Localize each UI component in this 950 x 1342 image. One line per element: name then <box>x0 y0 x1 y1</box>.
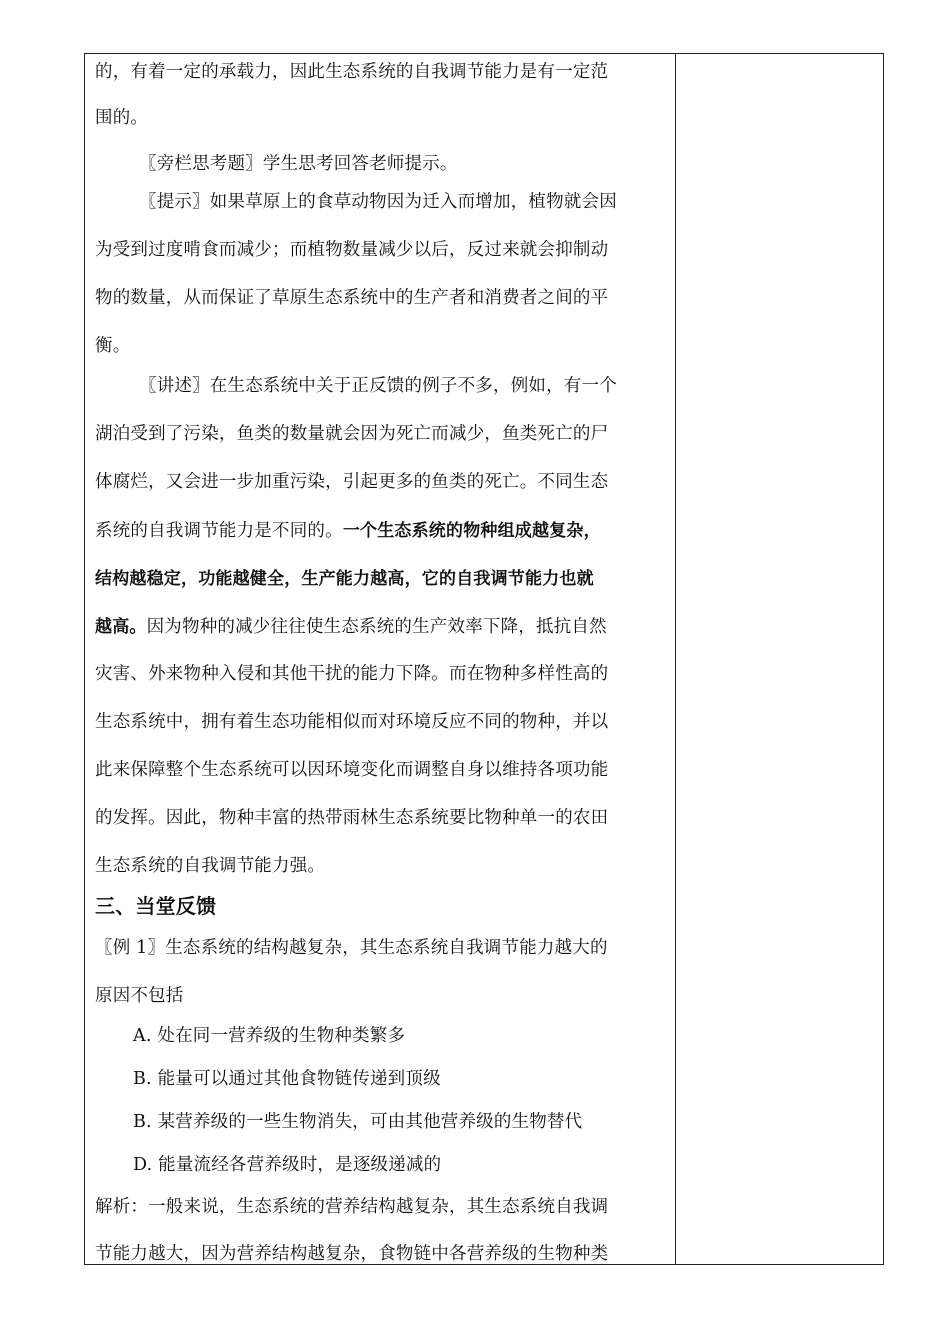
text-line: 生态系统中，拥有着生态功能相似而对环境反应不同的物种，并以 <box>95 712 609 732</box>
text-line: 体腐烂，又会进一步加重污染，引起更多的鱼类的死亡。不同生态 <box>95 472 609 492</box>
text-line <box>95 516 601 542</box>
bold-key-point: 越高。 <box>95 617 147 637</box>
text-line: 湖泊受到了污染，鱼类的数量就会因为死亡而减少，鱼类死亡的尸 <box>95 424 609 444</box>
bold-key-point: 结构越稳定，功能越健全，生产能力越高，它的自我调节能力也就 <box>95 569 594 589</box>
text-segment: 系统的自我调节能力是不同的。 <box>95 521 343 541</box>
option-a: A. 处在同一营养级的生物种类繁多 <box>133 1026 406 1046</box>
text-line: 此来保障整个生态系统可以因环境变化而调整自身以维持各项功能 <box>95 760 609 780</box>
text-line: 的，有着一定的承载力，因此生态系统的自我调节能力是有一定范 <box>95 62 609 82</box>
text-line: 围的。 <box>95 108 149 128</box>
option-c: B. 某营养级的一些生物消失，可由其他营养级的生物替代 <box>133 1112 583 1132</box>
lecture-paragraph-start: 〖讲述〗在生态系统中关于正反馈的例子不多，例如，有一个 <box>139 376 617 396</box>
text-line: 灾害、外来物种入侵和其他干扰的能力下降。而在物种多样性高的 <box>95 664 609 684</box>
text-line: 物的数量，从而保证了草原生态系统中的生产者和消费者之间的平 <box>95 288 609 308</box>
hint-paragraph-start: 〖提示〗如果草原上的食草动物因为迁入而增加，植物就会因 <box>139 192 617 212</box>
example-question: 〖例 1〗生态系统的结构越复杂，其生态系统自我调节能力越大的 <box>95 938 608 958</box>
analysis-text: 解析：一般来说，生态系统的营养结构越复杂，其生态系统自我调 <box>95 1197 609 1217</box>
bold-key-point: 一个生态系统的物种组成越复杂， <box>342 521 601 541</box>
column-divider <box>675 54 676 1264</box>
analysis-text: 节能力越大，因为营养结构越复杂，食物链中各营养级的生物种类 <box>95 1244 609 1264</box>
section-heading: 三、当堂反馈 <box>95 894 217 918</box>
text-line: 为受到过度啃食而减少；而植物数量减少以后，反过来就会抑制动 <box>95 240 609 260</box>
content-cell <box>85 54 675 1264</box>
text-line: 的发挥。因此，物种丰富的热带雨林生态系统要比物种单一的农田 <box>95 808 609 828</box>
option-b: B. 能量可以通过其他食物链传递到顶级 <box>133 1069 441 1089</box>
lesson-table <box>84 53 884 1265</box>
text-line: 衡。 <box>95 336 131 356</box>
text-line <box>95 612 607 638</box>
option-d: D. 能量流经各营养级时，是逐级递减的 <box>133 1155 442 1175</box>
text-line: 生态系统的自我调节能力强。 <box>95 856 326 876</box>
example-question-cont: 原因不包括 <box>95 986 184 1006</box>
sidebar-question-label: 〖旁栏思考题〗学生思考回答老师提示。 <box>139 154 458 174</box>
text-segment: 因为物种的减少往往使生态系统的生产效率下降，抵抗自然 <box>146 617 607 637</box>
